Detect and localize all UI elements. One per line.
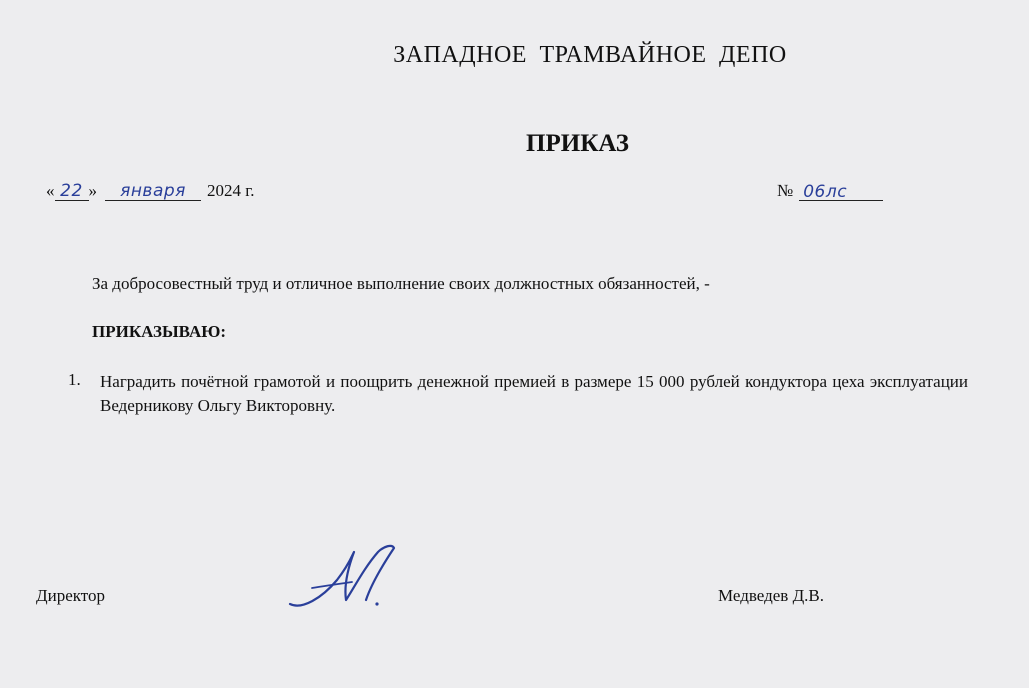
date-open-quote: «: [46, 181, 55, 200]
order-item-number: 1.: [68, 370, 81, 389]
order-keyword: ПРИКАЗЫВАЮ:: [92, 322, 227, 341]
preamble-text: За добросовестный труд и отличное выполнение своих должностных обязанностей, -: [92, 274, 710, 293]
date-day-handwritten: 22: [55, 182, 89, 201]
number-sign: №: [777, 181, 794, 200]
date-month-handwritten: января: [105, 182, 201, 201]
order-number-handwritten: 06лс: [799, 183, 883, 201]
order-item-text: Наградить почётной грамотой и поощрить денежной премией в размере 15 000 рублей кондуктора цеха эксплуатации Ведерникову Ольгу Викторовну.: [100, 372, 968, 415]
order-date: [46, 181, 255, 201]
signer-name: Медведев Д.В.: [718, 586, 825, 605]
order-item: [68, 370, 968, 418]
order-number: [777, 181, 883, 201]
organization-name: ЗАПАДНОЕ ТРАМВАЙНОЕ ДЕПО: [393, 42, 787, 68]
date-close-quote: »: [88, 181, 97, 200]
date-year: 2024 г.: [207, 181, 255, 200]
handwritten-signature: [282, 538, 412, 618]
signer-position: Директор: [36, 586, 105, 605]
document-title: ПРИКАЗ: [526, 130, 629, 157]
